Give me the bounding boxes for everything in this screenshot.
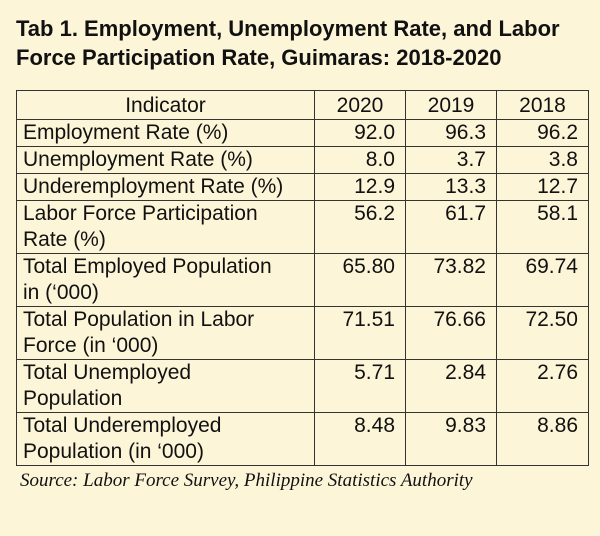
indicator-cell bbox=[17, 254, 315, 307]
indicator-label-line: Population bbox=[23, 387, 123, 410]
table-header-row bbox=[17, 91, 589, 120]
indicator-label-line: Total Employed Population bbox=[23, 255, 272, 278]
title-line-2: Force Participation Rate, Guimaras: 2018-2020 bbox=[16, 45, 502, 70]
indicator-cell bbox=[17, 413, 315, 466]
value-cell-2019: 13.3 bbox=[406, 174, 497, 201]
value-cell-2019: 76.66 bbox=[406, 307, 497, 360]
indicator-label-line: Total Population in Labor bbox=[23, 308, 255, 331]
value-cell-2018: 8.86 bbox=[497, 413, 589, 466]
value-cell-2018: 69.74 bbox=[497, 254, 589, 307]
table-row bbox=[17, 174, 589, 201]
header-indicator: Indicator bbox=[17, 91, 315, 120]
value-cell-2018: 58.1 bbox=[497, 201, 589, 254]
table-row bbox=[17, 120, 589, 147]
value-cell-2018: 2.76 bbox=[497, 360, 589, 413]
indicator-label-line: Underemployment Rate (%) bbox=[23, 175, 284, 198]
value-cell-2020: 92.0 bbox=[315, 120, 406, 147]
indicator-label-line: in (‘000) bbox=[23, 281, 99, 304]
indicator-cell bbox=[17, 201, 315, 254]
table-row bbox=[17, 413, 589, 466]
value-cell-2018: 96.2 bbox=[497, 120, 589, 147]
table-row bbox=[17, 360, 589, 413]
value-cell-2020: 65.80 bbox=[315, 254, 406, 307]
table-row bbox=[17, 201, 589, 254]
indicator-cell bbox=[17, 120, 315, 147]
value-cell-2019: 73.82 bbox=[406, 254, 497, 307]
value-cell-2019: 96.3 bbox=[406, 120, 497, 147]
indicator-label-line: Unemployment Rate (%) bbox=[23, 148, 253, 171]
title-line-1: Tab 1. Employment, Unemployment Rate, and Labor bbox=[16, 16, 560, 41]
header-2020: 2020 bbox=[315, 91, 406, 120]
value-cell-2018: 72.50 bbox=[497, 307, 589, 360]
value-cell-2020: 71.51 bbox=[315, 307, 406, 360]
indicator-label-line: Rate (%) bbox=[23, 228, 106, 251]
table-row bbox=[17, 254, 589, 307]
statistics-table bbox=[16, 90, 589, 466]
table-title bbox=[14, 14, 576, 72]
indicator-label-line: Force (in ‘000) bbox=[23, 334, 159, 357]
value-cell-2018: 3.8 bbox=[497, 147, 589, 174]
value-cell-2018: 12.7 bbox=[497, 174, 589, 201]
indicator-label-line: Employment Rate (%) bbox=[23, 121, 229, 144]
table-body bbox=[17, 120, 589, 466]
value-cell-2019: 9.83 bbox=[406, 413, 497, 466]
value-cell-2020: 5.71 bbox=[315, 360, 406, 413]
value-cell-2020: 8.0 bbox=[315, 147, 406, 174]
indicator-label-line: Population (in ‘000) bbox=[23, 440, 204, 463]
value-cell-2019: 61.7 bbox=[406, 201, 497, 254]
value-cell-2020: 12.9 bbox=[315, 174, 406, 201]
value-cell-2019: 3.7 bbox=[406, 147, 497, 174]
indicator-cell bbox=[17, 307, 315, 360]
indicator-cell bbox=[17, 360, 315, 413]
header-2019: 2019 bbox=[406, 91, 497, 120]
source-note: Source: Labor Force Survey, Philippine Statistics Authority bbox=[20, 470, 473, 491]
indicator-cell bbox=[17, 147, 315, 174]
indicator-label-line: Total Underemployed bbox=[23, 414, 222, 437]
value-cell-2020: 8.48 bbox=[315, 413, 406, 466]
value-cell-2019: 2.84 bbox=[406, 360, 497, 413]
indicator-cell bbox=[17, 174, 315, 201]
table-row bbox=[17, 307, 589, 360]
indicator-label-line: Total Unemployed bbox=[23, 361, 192, 384]
header-2018: 2018 bbox=[497, 91, 589, 120]
table-row bbox=[17, 147, 589, 174]
value-cell-2020: 56.2 bbox=[315, 201, 406, 254]
indicator-label-line: Labor Force Participation bbox=[23, 202, 258, 225]
